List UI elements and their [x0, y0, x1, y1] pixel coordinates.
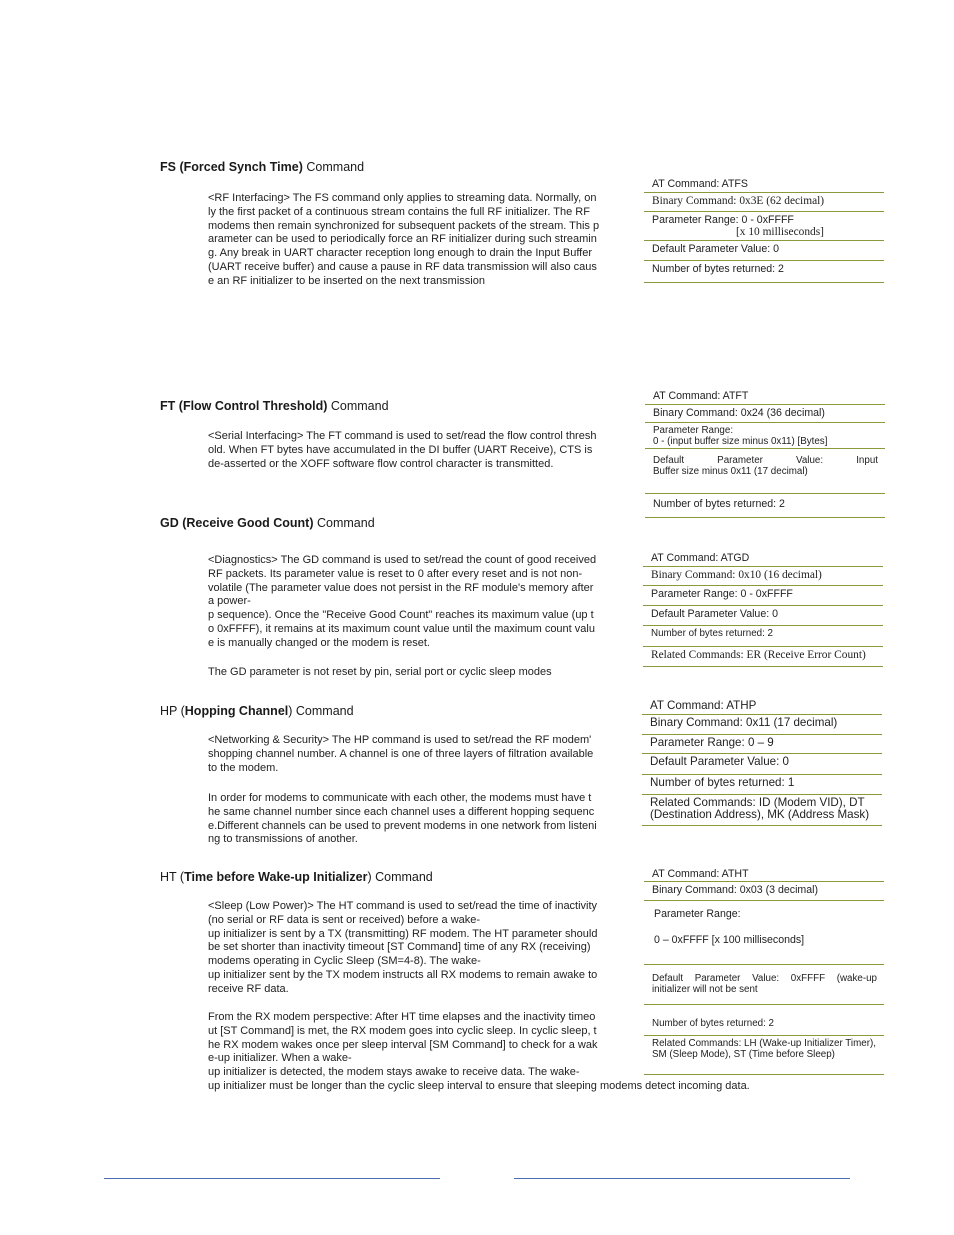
table-row: Default Parameter Value: 0xFFFF (wake-up initializer will not be sent — [644, 965, 884, 1005]
section-heading-gd: GD (Receive Good Count) Command — [160, 516, 375, 530]
table-row: Default Parameter Value: 0 — [643, 606, 883, 626]
table-row: Parameter Range: 0 – 0xFFFF [x 100 milliseconds] — [644, 901, 884, 965]
section-paragraph: <Sleep (Low Power)> The HT command is used to set/read the time of inactivity (no serial or RF data is sent or received) before a wake- up initializer is sent by a TX (transmitting) RF modem. The HT parameter should be set shorter than inactivity timeout [ST Command] time of any RX (receiving) modems operating in Cyclic Sleep (SM=4-8). The wake- up initializer sent by the TX modem instructs all RX modems to remain awake to receive RF data. — [208, 900, 598, 995]
table-row: Parameter Range: 0 - (input buffer size minus 0x11) [Bytes] — [645, 423, 885, 449]
command-code: FT — [160, 399, 176, 413]
command-title: Time before Wake-up Initializer — [184, 870, 368, 884]
section-paragraph: The GD parameter is not reset by pin, serial port or cyclic sleep modes — [208, 666, 552, 678]
section-heading-fs: FS (Forced Synch Time) Command — [160, 160, 365, 174]
command-code: GD — [160, 516, 179, 530]
table-row: Binary Command: 0x03 (3 decimal) — [644, 882, 884, 901]
section-heading-ft: FT (Flow Control Threshold) Command — [160, 399, 389, 413]
section-paragraph: <RF Interfacing> The FS command only applies to streaming data. Normally, on ly the first packet of a continuous stream contains the full RF initializer. The RF modems then remain synchronized for subsequent packets of the stream. This p arameter can be used to periodically force an RF initializer during such streamin g. Any break in UART character reception long enough to drain the Input Buffer (UART receive buffer) and cause a pause in RF data transmission will also caus e an RF initializer to be inserted on the next transmission — [208, 192, 600, 287]
table-row: Binary Command: 0x3E (62 decimal) — [644, 193, 884, 212]
table-row: Parameter Range: 0 - 0xFFFF [x 10 milliseconds] — [644, 212, 884, 241]
table-row: AT Command: ATHT — [644, 866, 884, 882]
command-title: Flow Control Threshold — [182, 399, 324, 413]
table-row: AT Command: ATFS — [644, 176, 884, 193]
footer-rule-right — [514, 1178, 850, 1179]
command-suffix: Command — [317, 516, 375, 530]
command-table-gd — [643, 550, 883, 667]
command-suffix: Command — [306, 160, 365, 174]
command-code: HP — [160, 704, 178, 718]
section-heading-hp: HP (Hopping Channel) Command — [160, 704, 354, 718]
command-code: HT — [160, 870, 177, 884]
command-table-ht — [644, 866, 884, 1075]
table-row: Binary Command: 0x10 (16 decimal) — [643, 567, 883, 586]
table-row: Number of bytes returned: 1 — [642, 775, 882, 795]
table-row: Related Commands: ER (Receive Error Count) — [643, 647, 883, 667]
table-row: AT Command: ATHP — [642, 698, 882, 715]
table-row: Parameter Range: 0 - 0xFFFF — [643, 586, 883, 606]
command-title: Forced Synch Time — [183, 160, 299, 174]
section-heading-ht: HT (Time before Wake-up Initializer) Command — [160, 870, 433, 884]
table-row: Related Commands: ID (Modem VID), DT (Destination Address), MK (Address Mask) — [642, 795, 882, 826]
command-table-hp — [642, 698, 882, 826]
command-suffix: Command — [330, 399, 389, 413]
table-row: Number of bytes returned: 2 — [652, 1018, 774, 1029]
section-paragraph: <Serial Interfacing> The FT command is used to set/read the flow control thresh old. When FT bytes have accumulated in the DI buffer (UART Receive), CTS is de-asserted or the XOFF software flow control character is transmitted. — [208, 430, 597, 470]
command-title: Receive Good Count — [186, 516, 310, 530]
command-table-fs — [644, 176, 884, 283]
footer-rule-left — [104, 1178, 440, 1179]
command-table-ft — [645, 388, 885, 518]
table-row: Binary Command: 0x24 (36 decimal) — [645, 405, 885, 423]
section-paragraph: In order for modems to communicate with each other, the modems must have t he same channel number since each channel uses a different hopping sequenc e.Different channels can be used to prevent modems in one network from listeni ng to transmissions of another. — [208, 792, 597, 846]
table-row: Number of bytes returned: 2 — [644, 261, 884, 283]
table-row: Default Parameter Value: 0 — [642, 754, 882, 775]
command-suffix: Command — [295, 704, 354, 718]
section-paragraph: <Networking & Security> The HP command is used to set/read the RF modem' shopping channel number. A channel is one of three layers of filtration available to the modem. — [208, 734, 594, 774]
table-row: Binary Command: 0x11 (17 decimal) — [642, 715, 882, 735]
section-paragraph: <Diagnostics> The GD command is used to set/read the count of good received RF packets. Its parameter value is reset to 0 after every reset and is not non- volatile (The parameter value does not persist in the RF module's memory after a power- p sequence). Once the "Receive Good Count" reaches its maximum value (up t o 0xFFFF), it remains at its maximum count value until the maximum count valu e is manually changed or the modem is reset. — [208, 554, 597, 649]
command-suffix: Command — [375, 870, 433, 884]
table-row: Number of bytes returned: 2 — [643, 626, 883, 647]
table-row: Parameter Range: 0 – 9 — [642, 735, 882, 754]
table-row: Related Commands: LH (Wake-up Initializer Timer), SM (Sleep Mode), ST (Time before Sleep) — [644, 1035, 884, 1075]
table-row: AT Command: ATFT — [645, 388, 885, 405]
table-row: Number of bytes returned: 2 — [645, 493, 885, 518]
command-title: Hopping Channel — [184, 704, 289, 718]
command-code: FS — [160, 160, 176, 174]
table-row: Default Parameter Value: 0 — [644, 241, 884, 261]
table-row: AT Command: ATGD — [643, 550, 883, 567]
section-paragraph: From the RX modem perspective: After HT time elapses and the inactivity timeo ut [ST Command] is met, the RX modem goes into cyclic sleep. In cyclic sleep, t he RX modem wakes once per sleep interval [SM Command] to check for a wak e-up initializer. When a wake- up initializer is detected, the modem stays awake to receive data. The wake- up initializer must be longer than the cyclic sleep interval to ensure that sleeping modems detect incoming data. — [208, 1011, 750, 1092]
table-row: Default Parameter Value: Input Buffer size minus 0x11 (17 decimal) — [653, 455, 878, 478]
